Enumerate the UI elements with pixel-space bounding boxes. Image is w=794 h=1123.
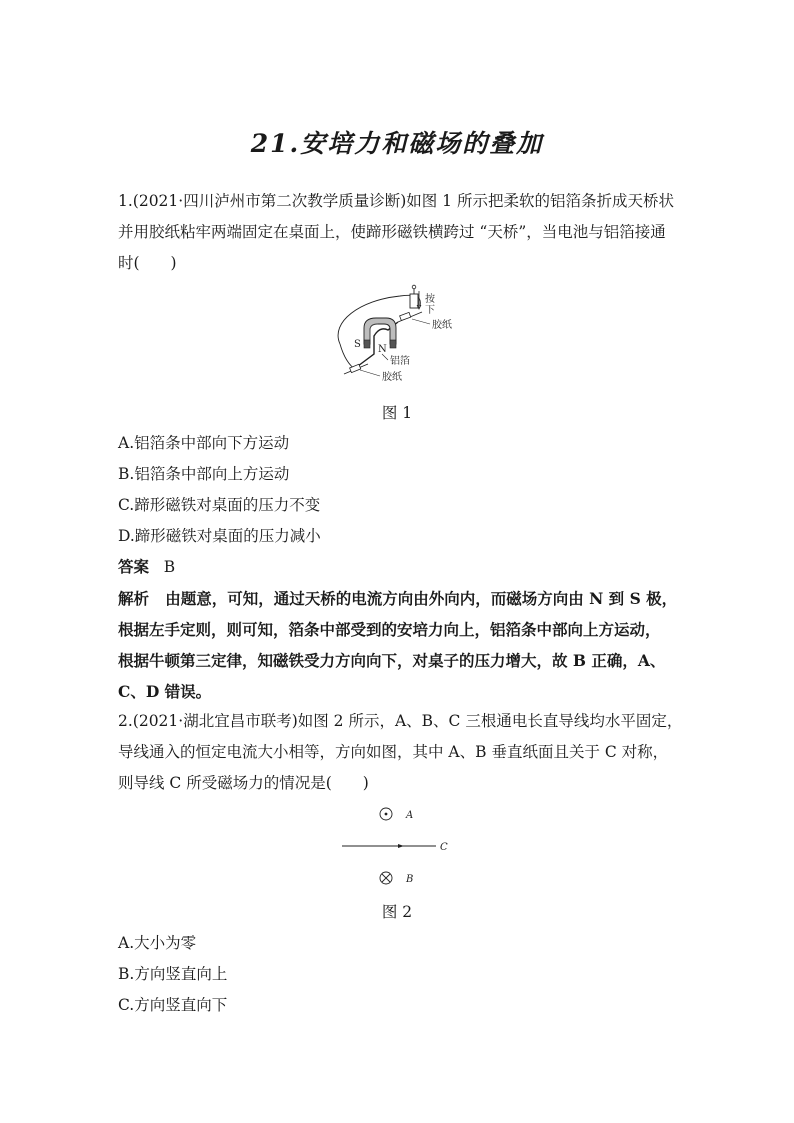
q1-option-d: D.蹄形磁铁对桌面的压力减小 [118,527,321,545]
question-1-line: 时( ) [118,254,177,272]
analysis-line: C、D 错误。 [118,682,212,701]
label-b: B [406,874,414,885]
question-1-stem [118,186,678,279]
question-2-stem [118,706,683,799]
figure-2-caption: 图 2 [381,903,413,921]
arrow-right-icon [398,844,404,848]
question-2-line: 2.(2021·湖北宜昌市联考)如图 2 所示，A、B、C 三根通电长直导线均水平固定， [118,712,683,730]
q1-answer [118,555,175,577]
question-1-line: 1.(2021·四川泸州市第二次教学质量诊断)如图 1 所示把柔软的铝箔条折成天桥状 [118,192,674,210]
label-tape-bottom: 胶纸 [382,372,402,383]
analysis-line: 根据牛顿第三定律，知磁铁受力方向向下，对桌子的压力增大，故 B 正确，A、 [118,651,666,670]
q1-analysis [118,583,678,707]
label-n: N [378,344,387,355]
label-a: A [406,810,414,821]
q1-option-a: A.铝箔条中部向下方运动 [118,434,290,452]
figure-2-wires-diagram [336,800,456,890]
q2-option-b: B.方向竖直向上 [118,965,228,983]
label-c: C [440,842,448,853]
label-press-1: 按 [425,294,435,305]
figure-1-caption: 图 1 [381,404,413,422]
q1-option-c: C.蹄形磁铁对桌面的压力不变 [118,496,321,514]
answer-value: B [163,558,176,576]
battery-icon [410,294,418,308]
page-title: 21.安培力和磁场的叠加 [250,129,544,158]
analysis-label: 解析 [118,589,150,608]
label-s: S [354,339,361,350]
question-2-line: 则导线 C 所受磁场力的情况是( ) [118,774,369,792]
figure-1-foil-bridge-diagram [330,282,470,388]
analysis-line: 根据左手定则，则可知，箔条中部受到的安培力向上，铝箔条中部向上方运动， [118,620,661,639]
label-tape-top: 胶纸 [432,320,452,331]
q2-option-a: A.大小为零 [118,934,197,952]
q2-option-c: C.方向竖直向下 [118,996,228,1014]
answer-label: 答案 [118,557,150,576]
question-2-line: 导线通入的恒定电流大小相等，方向如图，其中 A、B 垂直纸面且关于 C 对称， [118,743,669,761]
question-1-line: 并用胶纸粘牢两端固定在桌面上，使蹄形磁铁横跨过 “天桥”，当电池与铝箔接通 [118,223,666,241]
label-press-2: 下 [425,305,435,316]
analysis-line: 由题意，可知，通过天桥的电流方向由外向内，而磁场方向由 N 到 S 极， [165,589,678,608]
label-foil: 铝箔 [390,356,410,367]
tape-top-icon [400,312,411,320]
q1-option-b: B.铝箔条中部向上方运动 [118,465,290,483]
